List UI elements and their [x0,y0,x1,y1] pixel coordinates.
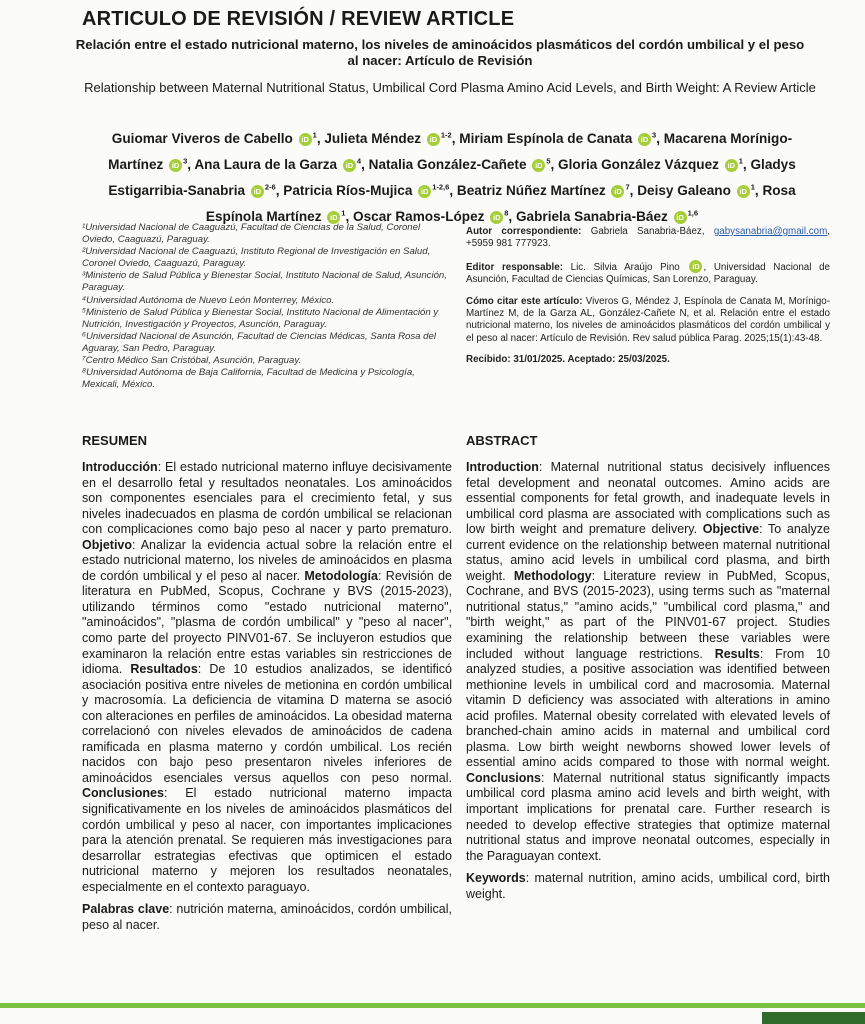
author-name: Macarena Morínigo-Martínez [108,130,793,172]
conclusions-label: Conclusions [466,770,542,785]
corresponding-label: Autor correspondiente: [466,226,582,237]
author-item: Beatriz Núñez Martínez $iD^7$, [456,182,638,198]
affiliation-7: ⁷Centro Médico San Cristóbal, Asunción, Paraguay. [82,355,302,367]
resumen-keywords [82,902,452,933]
author-name: Ana Laura de la Garza [194,156,338,172]
orcid-icon[interactable]: iD [427,133,440,146]
affiliation-sup: 1 [341,208,346,218]
corresponding-author [466,226,830,251]
affiliation-sup: 5 [546,156,551,166]
editor-label: Editor responsable: [466,261,563,273]
author-name: Beatriz Núñez Martínez [456,182,606,198]
intro-text: : El estado nutricional materno influye decisivamente en el desarrollo fetal y resultados neonatales. Los aminoácidos son componentes esenciales para el crecimiento fetal, y sus niveles inadecuados en plasma de cordón umbilical se relacionan con complicaciones como bajo peso al nacer y parto prematuro. [82,460,452,537]
affiliations [82,222,452,391]
affiliation-sup: 3 [652,130,657,139]
author-item: Miriam Espínola de Canata $iD^3$, [459,130,664,146]
affiliation-sup: 1 [738,156,743,166]
author-item: Oscar Ramos-López $iD^8$, [353,208,516,224]
affiliation-6: ⁶Universidad Nacional de Asunción, Facultad de Ciencias Médicas, Santa Rosa del Aguaray, San Pedro, Paraguay. [82,330,436,354]
author-item: Rosa Espínola Martínez $iD^1$, [205,182,796,224]
author-item: Patricia Ríos-Mujica iD$^{1-2,6}$, [283,182,457,198]
author-name: Oscar Ramos-López [353,208,485,224]
affiliation-8: ⁸Universidad Autónoma de Baja California, Facultad de Medicina y Psicología, Mexicali, México. [82,367,415,391]
citation-text: Viveros G, Méndez J, Espínola de Canata M, Morínigo-Martínez M, de la Garza AL, González-Cañete N, et al. Relación entre el estado nutricional materno, los niveles de aminoácidos plasmáticos del cordón umbilical y el peso al nacer: Artículo de Revisión. Rev salud pública Parag. 2025;15(1):43-48. [466,295,830,344]
affiliation-3: ³Ministerio de Salud Pública y Bienestar Social, Instituto Nacional de Salud, Asunción, Paraguay. [82,270,447,294]
conclusions-label: Conclusiones [82,786,164,801]
editor-info [466,260,830,287]
objective-label: Objective [702,522,760,537]
affiliation-2: ²Universidad Nacional de Caaguazú, Instituto Regional de Investigación en Salud, Coronel Oviedo, Caaguazú, Paraguay. [82,246,431,270]
methodology-label: Methodology [513,568,592,583]
affiliation-4: ⁴Universidad Autónoma de Nuevo León Monterrey, México. [82,294,335,306]
citation [466,296,830,346]
author-name: Miriam Espínola de Canata [459,130,633,146]
affiliation-sup: 2-6 [264,182,276,192]
abstract-body [466,460,830,909]
affiliation-sup: 1 [312,130,317,139]
author-name: Patricia Ríos-Mujica [283,182,413,198]
author-item: Macarena Morínigo-Martínez $iD^3$, [108,130,793,172]
author-name: Guiomar Viveros de Cabello [111,130,293,146]
results-text: : From 10 analyzed studies, a positive association was identified between methionine levels in umbilical cord and macrosomia. Maternal vitamin D deficiency was associated with alterations in amino acid profiles. Maternal obesity correlated with elevated levels of branched-chain amino acids in maternal and umbilical cord plasma. Low birth weight newborns showed lower levels of essential amino acids compared to those with normal weight. [466,646,830,770]
affiliation-sup: 1 [750,182,755,192]
conclusions-text: : Maternal nutritional status significantly impacts umbilical cord plasma amino acid levels and birth weight, with important implications for prenatal care. Further research is needed to develop effective strategies that optimize maternal nutritional status and improve neonatal outcomes, especially in the Paraguayan context. [466,770,830,863]
keywords-text: : nutrición materna, aminoácidos, cordón umbilical, peso al nacer. [82,902,453,932]
author-name: Gladys Estigarribia-Sanabria [108,156,796,198]
keywords-label: Palabras clave [82,902,170,917]
conclusions-text: : El estado nutricional materno impacta significativamente en los niveles de aminoácidos plasmáticos del cordón umbilical y peso al nacer, con importantes implicaciones para la atención prenatal. Se requieren más investigaciones para desarrollar estrategias efectivas que optimicen el estado nutricional materno y mejoren los resultados neonatales, especialmente en el contexto paraguayo. [82,786,452,894]
title-spanish: Relación entre el estado nutricional materno, los niveles de aminoácidos plasmáticos del cordón umbilical y el peso al nacer: Artículo de Revisión [75,37,805,68]
corresponding-phone: , +5959 981 777923. [466,226,830,250]
orcid-icon[interactable]: iD [638,133,651,146]
affiliation-1: ¹Universidad Nacional de Caaguazú, Facultad de Ciencias de la Salud, Coronel Oviedo, Caaguazú, Paraguay. [82,222,421,246]
footer-tab [762,1012,865,1024]
orcid-icon[interactable]: iD [611,185,624,198]
abstract-paragraph [466,460,830,864]
intro-label: Introduction [466,460,539,474]
methodology-text: : Revisión de literatura en PubMed, Scopus, Cochrane y BVS (2015-2023), utilizando términos como "estado nutricional materno", "aminoácidos", "plasma de cordón umbilical" y "peso al nacer", como parte del proyecto PINV01-67. Se incluyeron estudios que examinaron la relación entre estas variables sin restricciones de idioma. [82,568,452,677]
orcid-icon[interactable]: iD [418,185,431,198]
orcid-icon[interactable]: iD [251,185,264,198]
results-label: Results [714,646,760,661]
abstract-heading: ABSTRACT [466,433,538,448]
orcid-icon[interactable]: iD [490,211,503,224]
editor-name: Lic. Silvia Araújo Pino [570,261,680,273]
orcid-icon[interactable]: iD [327,211,340,224]
author-name: Gloria González Vázquez [558,156,719,172]
objective-text: : To analyze current evidence on the relationship between maternal nutritional status, amino acid levels in umbilical cord plasma, and birth weight. [466,522,830,583]
affiliation-sup: 1-2 [440,130,452,139]
results-text: : De 10 estudios analizados, se identificó asociación positiva entre niveles de metionina en cordón umbilical y macrosomía. La deficiencia de vitamina D materna se asoció con alteraciones en perfiles de aminoácidos. La obesidad materna correlacionó con niveles elevados de aminoácidos de cadena ramificada en plasma materno y cordón umbilical. Los recién nacidos con bajo peso presentaron niveles inferiores de aminoácidos esenciales versus aquellos con peso normal. [82,662,452,785]
received-accepted: Recibido: 31/01/2025. Aceptado: 25/03/2025. [466,354,670,366]
affiliation-sup: 1-2,6 [432,182,450,192]
affiliation-sup: 4 [356,156,362,166]
resumen-paragraph [82,460,452,895]
orcid-icon[interactable]: iD [343,159,356,172]
objective-label: Objetivo [82,537,133,552]
orcid-icon[interactable]: iD [725,159,738,172]
author-item [516,209,698,224]
affiliation-sup: 7 [625,182,630,192]
resumen-body [82,460,452,940]
corresponding-email-link[interactable]: gabysanabria@gmail.com [713,226,828,237]
author-name: Julieta Méndez [324,130,422,146]
title-english: Relationship between Maternal Nutritional Status, Umbilical Cord Plasma Amino Acid Levels, and Birth Weight: A Review Article [84,80,816,95]
orcid-icon[interactable]: iD [737,185,750,198]
author-item: Deisy Galeano $iD^1$, [637,182,763,198]
abstract-keywords [466,871,830,902]
methodology-label: Metodología [304,568,378,583]
section-label: ARTICULO DE REVISIÓN / REVIEW ARTICLE [82,8,515,30]
author-item: Gloria González Vázquez $iD^1$, [558,156,751,172]
keywords-text: : maternal nutrition, amino acids, umbilical cord, birth weight. [466,871,830,901]
author-name: Natalia González-Cañete [368,156,527,172]
orcid-icon[interactable]: iD [169,159,182,172]
objective-text: : Analizar la evidencia actual sobre la relación entre el estado nutricional materno, los niveles de aminoácidos en plasma de cordón umbilical y el peso al nacer. [82,537,452,583]
orcid-icon[interactable]: iD [299,133,312,146]
orcid-icon[interactable]: iD [674,211,687,224]
editor-affiliation: , Universidad Nacional de Asunción, Facultad de Ciencias Químicas, San Lorenzo, Paraguay. [466,261,830,286]
citation-label: Cómo citar este artículo: [466,295,583,307]
affiliation-sup: 1,6 [687,208,699,218]
article-meta [466,226,830,376]
methodology-text: : Literature review in PubMed, Scopus, Cochrane, and BVS (2015-2023), using terms such as "maternal nutritional status," "amino acids," "umbilical cord plasma," and "birth weight," as part of the PINV01-67 project. Studies examining the relationship between these variables were included without language restrictions. [466,568,830,661]
orcid-icon[interactable]: iD [689,260,702,273]
resumen-heading: RESUMEN [82,433,148,448]
author-item: Ana Laura de la Garza $iD^4$, [194,156,369,172]
author-name: Rosa Espínola Martínez [205,182,796,224]
dates [466,354,830,366]
author-list [92,124,812,228]
author-item: Guiomar Viveros de Cabello $iD^1$, [111,130,325,146]
affiliation-sup: 3 [183,156,188,166]
corresponding-name: Gabriela Sanabria-Báez, [590,226,705,237]
author-item: Natalia González-Cañete $iD^5$, [368,156,559,172]
affiliation-sup: 8 [504,208,509,218]
intro-text: : Maternal nutritional status decisively influences fetal development and neonatal outcomes. Amino acids are essential components for fetal growth, and inadequate levels in umbilical cord plasma are associated with complications such as low birth weight and premature delivery. [466,460,830,537]
intro-label: Introducción [82,460,158,474]
keywords-label: Keywords [466,871,526,886]
author-name: Deisy Galeano [637,182,731,198]
author-item: Julieta Méndez $iD^{1-2}$, [324,130,460,146]
footer-divider [0,1003,865,1008]
affiliation-5: ⁵Ministerio de Salud Pública y Bienestar Social, Instituto Nacional de Alimentación y Nutrición, Investigación y Proyectos, Asunción, Paraguay. [82,306,439,330]
results-label: Resultados [130,662,198,677]
author-name: Gabriela Sanabria-Báez [515,208,668,224]
author-item: Gladys Estigarribia-Sanabria $iD^{2-6}$, [108,156,796,198]
orcid-icon[interactable]: iD [532,159,545,172]
